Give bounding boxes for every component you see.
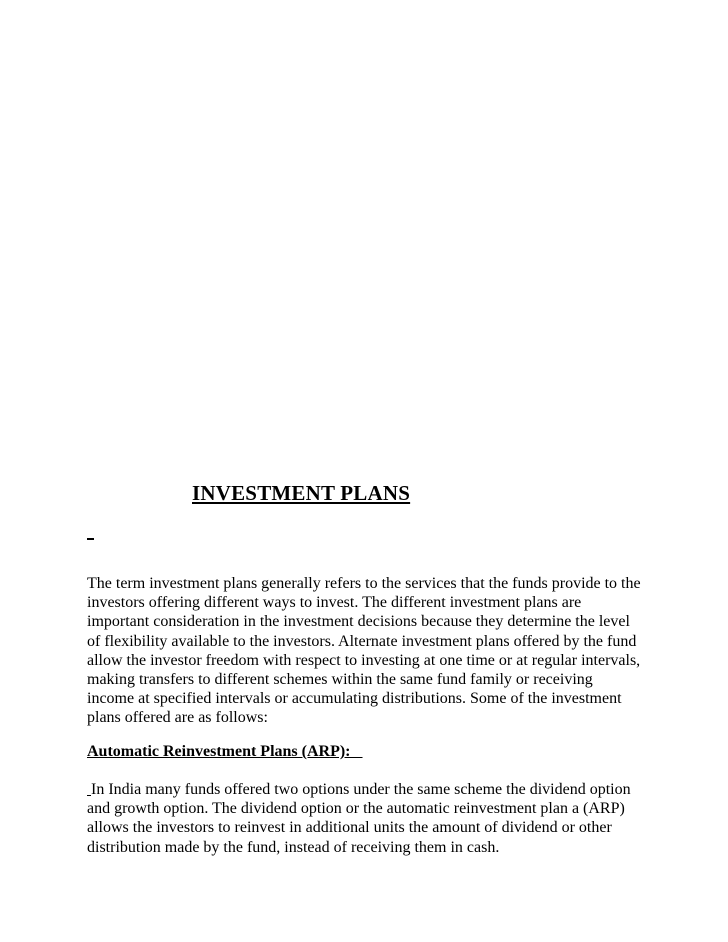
stray-underscore (87, 538, 94, 540)
page-title: INVESTMENT PLANS (192, 481, 411, 505)
section-heading: Automatic Reinvestment Plans (ARP): (87, 743, 363, 760)
section-paragraph (87, 780, 643, 857)
intro-paragraph: The term investment plans generally refers to the services that the funds provide to the investors offering different ways to invest. The different investment plans are important consideration in the investment decisions because they determine the level of flexibility available to the investors. Alternate investment plans offered by the fund allow the investor freedom with respect to investing at one time or at regular intervals, making transfers to different schemes within the same fund family or receiving income at specified intervals or accumulating distributions. Some of the investment plans offered are as follows: (87, 575, 641, 727)
section-paragraph-text: In India many funds offered two options under the same scheme the dividend option and growth option. The dividend option or the automatic reinvestment plan a (ARP) allows the investors to reinvest in additional units the amount of dividend or other distribution made by the fund, instead of receiving them in cash. (87, 781, 631, 856)
